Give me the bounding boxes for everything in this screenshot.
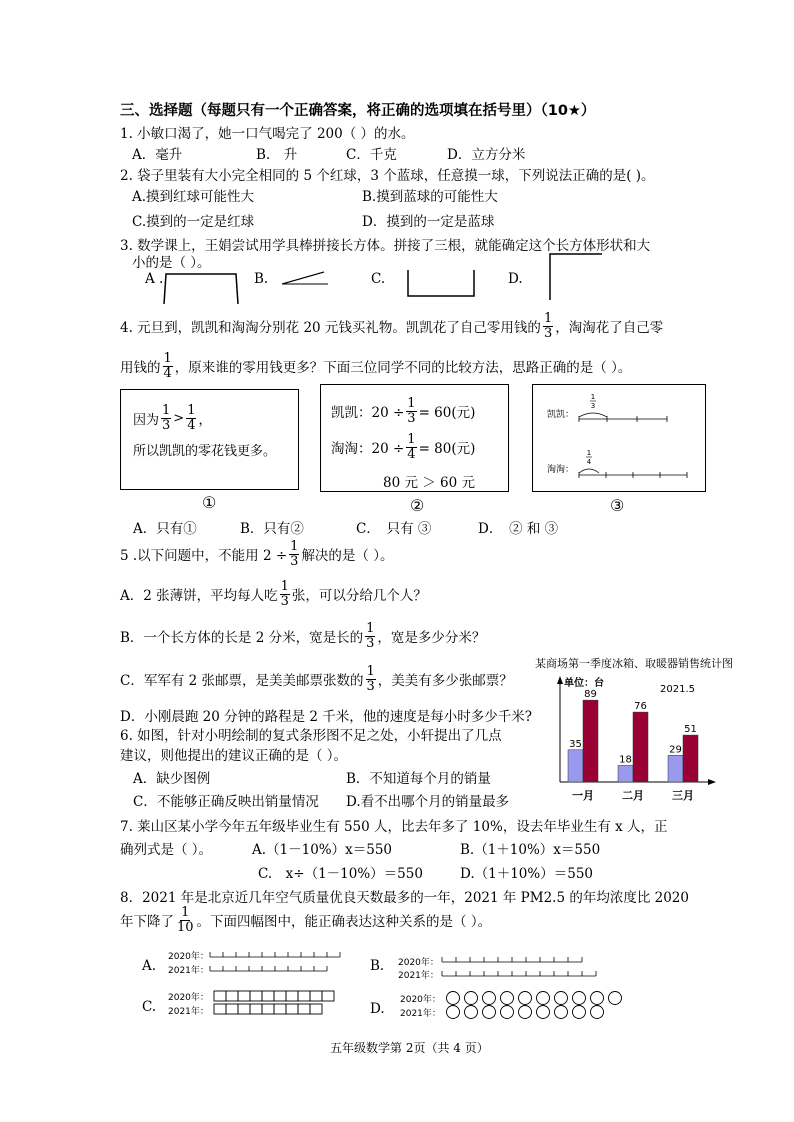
q3-figure-b: [282, 272, 324, 284]
q4-box2-frac-b-den: 4: [407, 446, 416, 462]
svg-text:1: 1: [586, 449, 592, 457]
q5-c-pre: C．军军有 2 张邮票，是美美邮票张数的: [120, 673, 364, 690]
q8d-circle: [537, 992, 550, 1005]
q4-box1-frac-a-num: 1: [162, 403, 171, 418]
q4-frac-b-num: 1: [163, 351, 172, 366]
q4-box1-frac-b-num: 1: [187, 403, 196, 418]
q8c-square: [286, 991, 298, 1001]
q5-stem: [120, 540, 393, 568]
chart-date-label: 2021.5: [660, 684, 695, 695]
x-tick-二月: 二月: [622, 789, 644, 802]
q2-option-b: B.摸到蓝球的可能性大: [362, 189, 498, 205]
q4-line1: [120, 312, 663, 340]
q4-frac-b-den: 4: [163, 365, 172, 381]
q4-marker-3: ③: [610, 496, 625, 515]
q6-option-b: B．不知道每个月的销量: [346, 771, 491, 787]
q8c-square: [274, 991, 286, 1001]
q5-b-frac-den: 3: [366, 635, 375, 651]
bar-二月-series1: [618, 765, 633, 782]
q5-frac-den: 3: [290, 553, 299, 569]
q4-line1-pre: 4. 元旦到，凯凯和淘淘分别花 20 元钱买礼物。凯凯花了自己零用钱的: [120, 320, 541, 337]
q8d-circle: [483, 992, 496, 1005]
q5-option-a: [120, 580, 427, 608]
q8d-circle: [609, 992, 622, 1005]
q5-c-frac-den: 3: [366, 678, 375, 694]
q3-figures: [160, 270, 550, 306]
q4-box2-kai-text: 凯凯：20 ÷: [331, 405, 405, 422]
q8d-circle: [591, 1006, 604, 1019]
q3-label-c: C.: [371, 271, 386, 287]
q5-b-pre: B．一个长方体的长是 2 分米，宽是长的: [120, 630, 364, 647]
q5-option-c: [120, 665, 513, 693]
q8d-circle: [447, 1006, 460, 1019]
svg-text:4: 4: [586, 458, 592, 466]
q3-stem-line2: 小的是（ ）。: [132, 255, 211, 271]
q5-stem-pre: 5 .以下问题中，不能用 2 ÷: [120, 548, 288, 565]
q8-frac-den: 10: [177, 919, 194, 935]
q4-method-3-box: [532, 384, 706, 492]
q4-frac-a-num: 1: [543, 311, 553, 326]
q4-frac-b: [163, 352, 173, 380]
q4-frac-a-den: 3: [543, 325, 553, 341]
q4-option-d: D． ② 和 ③: [478, 521, 559, 537]
q4-box2-tao: [331, 433, 475, 461]
q4-marker-1: ①: [202, 493, 217, 512]
q8d-circle: [537, 1006, 550, 1019]
q8d-circle: [591, 992, 604, 1005]
bar-三月-series2: [683, 735, 698, 782]
q5-b-frac-num: 1: [366, 621, 375, 636]
q4-box3-tao: 淘淘：: [547, 465, 575, 475]
page-footer: 五年级数学第 2页（共 4 页）: [330, 1041, 489, 1055]
q4-box1-compare: [133, 404, 212, 432]
q4-box1-frac-a-den: 3: [162, 417, 171, 433]
q8c-square: [226, 991, 238, 1001]
q3-label-a: A .: [145, 271, 164, 287]
q3-label-b: B.: [254, 271, 269, 287]
q8c-square: [214, 991, 226, 1001]
q7-option-d: D.（1＋10%）＝550: [460, 866, 593, 882]
q3-label-d: D.: [508, 271, 523, 287]
q4-box3-segments: [577, 389, 697, 485]
q1-option-b: B. 升: [256, 147, 298, 163]
q6-option-a: A．缺少图例: [133, 771, 211, 787]
q4-box2-tao-result: = 80(元): [418, 441, 476, 458]
bar-一月-series1: [568, 750, 583, 782]
q4-line2: [120, 352, 631, 380]
chart-title: 某商场第一季度冰箱、取暖器销售统计图: [535, 657, 733, 670]
q1-option-a: A．毫升: [132, 147, 183, 163]
q8-line1: 8．2021 年是北京近几年空气质量优良天数最多的一年，2021 年 PM2.5 的年均浓度比 2020: [120, 890, 689, 906]
q6-line1: 6. 如图，针对小明绘制的复式条形图不足之处，小轩提出了几点: [120, 728, 502, 744]
q4-line1-post: ，淘淘花了自己零: [555, 320, 664, 337]
q8-figure-d: [444, 990, 644, 1020]
q1-stem: 1. 小敏口渴了，她一口气喝完了 200（ ）的水。: [120, 126, 415, 142]
q8d-circle: [501, 992, 514, 1005]
q4-box3-kai: 凯凯：: [547, 410, 575, 420]
q8d-circle: [501, 1006, 514, 1019]
q8c-square: [250, 1004, 262, 1014]
q8c-square: [214, 1004, 226, 1014]
q8d-circle: [465, 992, 478, 1005]
q8-b-2020: 2020年：: [398, 958, 439, 968]
q8d-circle: [519, 1006, 532, 1019]
q8d-circle: [573, 1006, 586, 1019]
q7-line2: 确列式是（ ）。: [120, 842, 213, 858]
q8-figure-c: [212, 989, 342, 1017]
bar-label-二月-series2: 76: [634, 701, 647, 713]
q7-option-a: A.（1－10%）x＝550: [252, 842, 393, 858]
q3-stem-line1: 3. 数学课上，王娟尝试用学具棒拼接长方体。拼接了三根，就能确定这个长方体形状和大: [120, 238, 651, 254]
q8d-circle: [465, 1006, 478, 1019]
q7-line1: 7. 莱山区某小学今年五年级毕业生有 550 人，比去年多了 10%，设去年毕业生有 x 人，正: [120, 819, 668, 835]
svg-text:3: 3: [590, 402, 596, 410]
chart-x-arrow: [708, 779, 716, 785]
q4-box1-gt: >: [173, 410, 185, 426]
q8-label-a: A.: [142, 958, 157, 974]
q5-a-pre: A．2 张薄饼，平均每人吃: [120, 588, 278, 605]
q2-option-d: D．摸到的一定是蓝球: [362, 214, 495, 230]
q5-a-frac-num: 1: [280, 579, 289, 594]
q6-option-d: D.看不出哪个月的销量最多: [346, 794, 510, 810]
q8-c-2020: 2020年：: [168, 993, 209, 1003]
q8-label-d: D.: [370, 1001, 385, 1017]
q4-box2-compare: 80 元 ＞ 60 元: [383, 475, 476, 491]
bar-三月-series1: [668, 755, 683, 782]
q7-option-b: B.（1＋10%）x＝550: [460, 842, 601, 858]
chart-y-arrow: [557, 676, 563, 684]
q8-figure-a: [208, 950, 358, 976]
q6-line2: 建议，则他提出的建议正确的是（ ）。: [120, 748, 348, 764]
q4-method-1-box: [120, 389, 299, 490]
bar-label-三月-series2: 51: [684, 724, 697, 736]
q8c-square: [286, 1004, 298, 1014]
q8-d-2021: 2021年：: [400, 1009, 441, 1019]
q8d-circle: [573, 992, 586, 1005]
q4-option-b: B．只有②: [240, 521, 304, 537]
q8c-square: [274, 1004, 286, 1014]
q5-b-post: ，宽是多少分米？: [377, 630, 486, 647]
q1-option-d: D．立方分米: [447, 147, 526, 163]
q8-line2-pre: 年下降了: [120, 914, 174, 931]
q5-stem-post: 解决的是（ ）。: [301, 548, 394, 565]
q8-label-c: C.: [142, 999, 157, 1015]
q3-figure-a: [164, 274, 238, 304]
q2-option-c: C.摸到的一定是红球: [132, 214, 255, 230]
q6-option-c: C．不能够正确反映出销量情况: [133, 794, 319, 810]
bar-label-二月-series1: 18: [619, 754, 632, 766]
q2-stem: 2. 袋子里装有大小完全相同的 5 个红球，3 个蓝球，任意摸一球，下列说法正确的是( )。: [120, 168, 655, 184]
bar-二月-series2: [633, 712, 648, 782]
q4-box2-frac-b-num: 1: [407, 432, 416, 447]
q4-box1-because: 因为: [133, 412, 160, 428]
q4-method-2-box: [320, 384, 509, 492]
q4-box2-tao-text: 淘淘：20 ÷: [331, 441, 405, 458]
bar-label-三月-series1: 29: [669, 744, 682, 756]
q8d-circle: [483, 1006, 496, 1019]
q4-option-c: C． 只有 ③: [356, 521, 432, 537]
q4-box2-kai: [331, 397, 475, 425]
q8c-square: [250, 991, 262, 1001]
q8-frac-num: 1: [181, 905, 190, 920]
q8c-square: [238, 991, 250, 1001]
q5-c-frac-num: 1: [366, 664, 375, 679]
bar-一月-series2: [583, 700, 598, 782]
q2-option-a: A.摸到红球可能性大: [132, 189, 255, 205]
q4-line2-pre: 用钱的: [120, 360, 161, 377]
q8c-square: [298, 991, 310, 1001]
bar-label-一月-series2: 89: [584, 689, 597, 701]
q1-option-c: C．千克: [346, 147, 397, 163]
x-tick-三月: 三月: [672, 789, 694, 802]
q8d-circle: [447, 992, 460, 1005]
q7-option-c: C. x÷（1－10%）＝550: [258, 866, 423, 882]
q8d-circle: [519, 992, 532, 1005]
q3-figure-c: [408, 270, 474, 296]
q4-marker-2: ②: [410, 496, 425, 515]
q5-option-b: [120, 622, 485, 650]
q8-c-2021: 2021年：: [168, 1007, 209, 1017]
q8-figure-b: [440, 955, 600, 981]
section-title: 三、选择题（每题只有一个正确答案，将正确的选项填在括号里）（10★）: [120, 103, 596, 119]
q4-line2-post: ，原来谁的零用钱更多？下面三位同学不同的比较方法，思路正确的是（ ）。: [174, 360, 632, 377]
q5-a-frac-den: 3: [280, 593, 289, 609]
q8c-square: [238, 1004, 250, 1014]
q5-frac-num: 1: [290, 539, 299, 554]
bar-label-一月-series1: 35: [569, 738, 582, 750]
q8-a-2021: 2021年：: [168, 966, 209, 976]
x-tick-一月: 一月: [572, 789, 594, 802]
q8c-square: [310, 1004, 322, 1014]
q8-line2: [120, 906, 491, 934]
q4-box2-frac-a-den: 3: [407, 410, 416, 426]
svg-text:1: 1: [590, 393, 596, 401]
q8c-square: [262, 1004, 274, 1014]
q5-c-post: ，美美有多少张邮票？: [377, 673, 513, 690]
q8-b-2021: 2021年：: [398, 971, 439, 981]
q8-line2-post: 。下面四幅图中，能正确表达这种关系的是（ ）。: [196, 914, 492, 931]
q8c-square: [226, 1004, 238, 1014]
q4-option-a: A．只有①: [133, 521, 197, 537]
q8c-square: [310, 991, 322, 1001]
q5-a-post: 张，可以分给几个人？: [291, 588, 427, 605]
q8c-square: [262, 991, 274, 1001]
q8-a-2020: 2020年：: [168, 952, 209, 962]
q4-box1-frac-b-den: 4: [187, 417, 196, 433]
q4-box2-kai-result: = 60(元): [418, 405, 476, 422]
q8c-square: [322, 991, 334, 1001]
q5-option-d: D．小刚晨跑 20 分钟的路程是 2 千米，他的速度是每小时多少千米?: [120, 709, 532, 725]
q8d-circle: [555, 1006, 568, 1019]
q8-d-2020: 2020年：: [400, 995, 441, 1005]
q4-box1-conclusion: 所以凯凯的零花钱更多。: [133, 444, 277, 459]
q8d-circle: [555, 992, 568, 1005]
sales-chart: [530, 672, 730, 807]
chart-unit-label: 单位：台: [564, 678, 604, 689]
q4-box1-comma: ，: [198, 412, 212, 428]
q4-frac-a: [543, 312, 553, 340]
q4-box2-frac-a-num: 1: [407, 396, 416, 411]
q8c-square: [298, 1004, 310, 1014]
q3-figure-d-shape: [548, 252, 604, 302]
q8-label-b: B.: [370, 958, 385, 974]
